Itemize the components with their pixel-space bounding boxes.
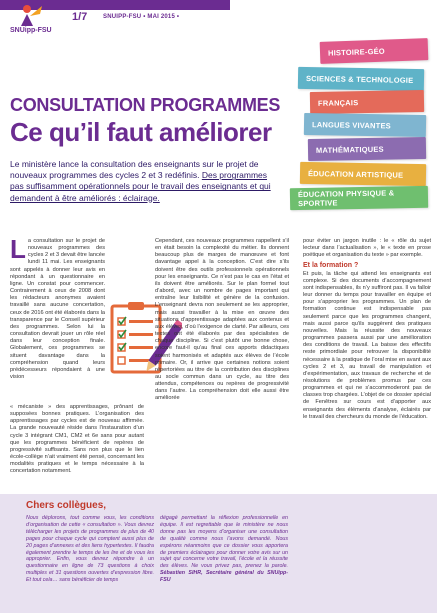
letter-column-1: Nous déplorons, tout comme vous, les conditions d’organisation de cette « consultation ». Vous devrez télécharger les projets de programmes de plus de 40 pages pour chaque cycle qui comptent aussi plus de 20 pages d’annexes et des liens hypertextes. Il faudra également prendre le temps de les lire et de vous les approprier. Enfin, vous devrez répondre à un questionnaire en ligne de 73 questions à choix multiples et 31 questions ouvertes d’expression libre. Et tout cela… sans bénéficier de temps bbox=[26, 515, 154, 584]
snuipp-logo bbox=[10, 4, 58, 38]
column-3-text: Et puis, la tâche qui attend les enseignants est complexe. Si des documents d’accompagnement sont indispensables, ils n’y suffiront pas. Il va falloir leur donner du temps pour travailler en équipe et pour s’approprier les programmes. Un plan de formation continue est indispensable pas seulement parce que les programmes changent, mais aussi parce qu’ils suggèrent des pratiques nouvelles. Mais la réussite des nouveaux programmes passera aussi par une amélioration des conditions de travail. La baisse des effectifs reste primordiale pour retrouver la disponibilité nécessaire à la pratique de l’oral mise en avant aux cycles 2 et 3, au travail de manipulation et d’expérimentation, aux travaux de recherche et de résolutions de problèmes promus par ces programmes et qui ne s’accommoderont pas de classes trop chargées. L’objet de ce dossier spécial de Fenêtres sur cours est d’apporter aux enseignants des éléments d’analyse, éclairés par le travail des chercheurs du monde de l’éducation. bbox=[303, 270, 431, 420]
subject-label: MATHÉMATIQUES bbox=[315, 144, 384, 155]
subject-label: SCIENCES & TECHNOLOGIE bbox=[305, 73, 414, 85]
subject-cards-stack bbox=[290, 30, 430, 220]
subject-card-francais bbox=[310, 90, 424, 114]
logo-figure-icon bbox=[18, 4, 44, 28]
letter-column-2-text: dégagé permettant la réflexion professionnelle en équipe. Il est regrettable que le ministère ne nous donne pas les moyens d’organiser une consultation de qualité comme nous l’avons demandé. Nous espérons néanmoins que ce dossier vous apportera de premiers éclairages pour donner votre avis sur un sujet qui concerne votre travail, l’école et la réussite des élèves. Ne vous privez pas, prenez la parole. bbox=[160, 515, 288, 570]
article-column-3 bbox=[303, 238, 431, 421]
column-2-text: Cependant, ces nouveaux programmes rappellent s’il en était besoin la complexité du métier. Ils donnent beaucoup plus de marges de manœuvre et font davantage appel à la conception. C’est dire s’ils doivent être des outils professionnels opérationnels pour les enseignants. Ce n’est pas le cas en l’état et ils doivent être améliorés. Sur le plan formel tout d’abord, avec un nombre de pages important qui entraîne leur lisibilité et génère de la confusion. L’enseignant devra non seulement se les approprier, mais aussi travailler à la mise en œuvre des situations d’apprentissage adaptées aux contenus et aux élèves, d’où l’exigence de clarté. Par ailleurs, ces textes ont été élaborés par des spécialistes de chaque discipline. Si c’est plutôt une bonne chose, encore faut-il qu’au final ces apports didactiques soient harmonisés et adaptés aux élèves de l’école primaire. Or, il arrive que certaines notions soient répertoriées au titre de la contribution des disciplines au socle commun dans un cycle, au titre des attendus, compétences ou repères de progressivité dans l’autre. La compréhension doit elle aussi être améliorée bbox=[155, 238, 289, 402]
logo-text: SNUipp-FSU bbox=[10, 27, 52, 34]
drop-cap: L bbox=[10, 234, 26, 264]
letter-signature: Sébastien SIHR, Secrétaire général du SNUipp-FSU bbox=[160, 570, 288, 584]
column-3-intro: pour éviter un jargon inutile : le « rôle du sujet lecteur dans l’actualisation », le « texte en prose poétique et organisation du texte » par exemple. bbox=[303, 238, 431, 259]
subject-card-langues bbox=[304, 113, 426, 137]
subject-card-histoire-geo bbox=[320, 38, 429, 64]
article-column-2 bbox=[155, 238, 289, 403]
subject-card-eps bbox=[290, 186, 428, 210]
subject-label: ÉDUCATION ARTISTIQUE bbox=[307, 168, 404, 180]
article-kicker: CONSULTATION PROGRAMMES bbox=[10, 95, 281, 115]
letter-column-2 bbox=[160, 515, 288, 584]
subject-card-maths bbox=[308, 137, 426, 161]
column-1-text: a consultation sur le projet de nouveaux programmes des cycles 2 et 3 devait être lancée lundi 11 mai. Les enseignants sont appelés à donner leur avis en répondant à un questionnaire en ligne. Un constat pour commencer. Contrairement à ceux de 2008 dont les rédacteurs anonymes avaient travaillé sans aucune concertation, ceux de 2016 ont été élaborés dans la transparence par le Conseil supérieur des programmes. Selon lui la consultation devrait jouer un rôle réel dans leur conception finale. Globalement, ces programmes se situent davantage dans la compréhension quand leurs prédécesseurs répondaient à une vision bbox=[10, 238, 105, 380]
section-subhead: Et la formation ? bbox=[303, 262, 359, 270]
subject-label: LANGUES VIVANTES bbox=[311, 119, 391, 130]
article-title: Ce qu’il faut améliorer bbox=[10, 117, 272, 147]
subject-card-sciences bbox=[298, 67, 424, 91]
lead-underlined: Des programmes pas suffisamment opérationnels pour le travail des enseignants et qui demandent à être améliorés : éclairage. bbox=[10, 170, 271, 203]
subject-card-artistique bbox=[300, 162, 426, 186]
column-1b-text: « mécaniste » des apprentissages, prônant de supposées bonnes pratiques. L’organisation des apprentissages par cycles est de nouveau affirmée. La grande nouveauté réside dans l’instauration d’un cycle 3 intégrant CM1, CM2 et 6e sans pour autant que les programmes bénéficient de repères de progressivité suffisants. Sans non plus que le lien école-collège n’ait vraiment été pensé, concernant les modalités pratiques et le temps nécessaire à la concertation notamment. bbox=[10, 404, 144, 475]
page-number: 1/7 bbox=[72, 11, 88, 23]
lead-plain: Le ministère lance la consultation des enseignants sur le projet de nouveaux programmes des cycles 2 et 3 redéfinis. bbox=[10, 159, 259, 181]
subject-label: ÉDUCATION PHYSIQUE & SPORTIVE bbox=[297, 188, 395, 209]
article-lead bbox=[10, 159, 280, 204]
article-column-1 bbox=[10, 234, 105, 381]
letter-salutation: Chers collègues, bbox=[26, 500, 107, 511]
subject-label: HISTOIRE-GÉO bbox=[327, 46, 386, 58]
issue-label: SNUIPP-FSU • MAI 2015 • bbox=[103, 14, 180, 20]
subject-label: FRANÇAIS bbox=[317, 97, 359, 108]
article-column-1-continued bbox=[10, 404, 144, 476]
